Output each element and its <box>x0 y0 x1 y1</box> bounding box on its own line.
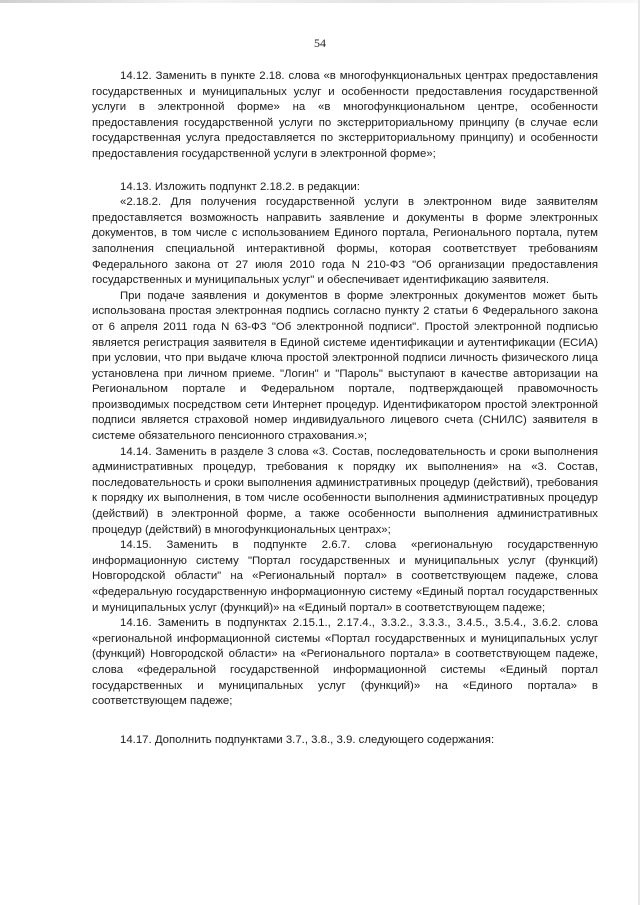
paragraph-2-18-2: «2.18.2. Для получения государственной услуги в электронном виде заявителям предоставляется возможность направить заявление и документы в форме электронных документов, в том числе с использованием Единого портала, Регионального портала, путем заполнения специальной интерактивной формы, которая соответствует требованиям Федерального закона от 27 июля 2010 года N 210-ФЗ "Об организации предоставления государственных и муниципальных услуг" и обеспечивает идентификацию заявителя. <box>92 196 598 287</box>
paragraph-electronic-signature: При подаче заявления и документов в форме электронных документов может быть использована простая электронная подпись согласно пункту 2 статьи 6 Федерального закона от 6 апреля 2011 года N 63-ФЗ "Об электронной подписи". Простой электронной подписью является регистрация заявителя в Единой системе идентификации и аутентификации (ЕСИА) при условии, что при выдаче ключа простой электронной подписи личность физического лица установлена при личном приеме. "Логин" и "Пароль" выступают в качестве авторизации на Региональном портале и Федеральном портале, подтверждающей правомочность производимых посредством сети Интернет процедур. Идентификатором простой электронной подписи является страховой номер индивидуального лицевого счета (СНИЛС) заявителя в системе обязательного пенсионного страхования.»; <box>92 289 598 443</box>
scan-edge-top <box>0 0 640 3</box>
paragraph-14-14: 14.14. Заменить в разделе 3 слова «3. Состав, последовательность и сроки выполнения административных процедур, требования к порядку их выполнения» на «3. Состав, последовательность и сроки выполнения административных процедур (действий), требования к порядку их выполнения, в том числе особенности выполнения административных процедур (действий) в электронной форме, а также особенности выполнения административных процедур (действий) в многофункциональных центрах»; <box>92 445 598 536</box>
page-number: 54 <box>314 36 326 50</box>
paragraph-14-17: 14.17. Дополнить подпунктами 3.7., 3.8., 3.9. следующего содержания: <box>120 733 495 746</box>
paragraph-14-15: 14.15. Заменить в подпункте 2.6.7. слова «региональную государственную информационную систему "Портал государственных и муниципальных услуг (функций) Новгородской области" на «Региональный портал» в соответствующем падеже, слова «федеральную государственную информационную систему «Единый портал государственных и муниципальных услуг (функций)» на «Единый портал» в соответствующем падеже; <box>92 539 598 614</box>
paragraph-14-16: 14.16. Заменить в подпунктах 2.15.1., 2.17.4., 3.3.2., 3.3.3., 3.4.5., 3.5.4., 3.6.2. слова «региональной информационной системы «Портал государственных и муниципальных услуг (функций) Новгородской области» на «Регионального портала» в соответствующем падеже, слова «федеральной государственной информационной системы «Единый портал государственных и муниципальных услуг (функций)» на «Единого портала» в соответствующем падеже; <box>92 617 598 708</box>
document-body <box>92 69 598 748</box>
paragraph-14-13: 14.13. Изложить подпункт 2.18.2. в редакции: <box>120 180 360 193</box>
paragraph-14-12: 14.12. Заменить в пункте 2.18. слова «в многофункциональных центрах предоставления государственных и муниципальных услуг и особенности предоставления государственной услуги в электронной форме» на «в многофункциональном центре, особенности предоставления государственной услуги по экстерриториальному принципу (в случае если государственная услуга предоставляется по экстерриториальному принципу) и особенности предоставления государственной услуги в электронной форме»; <box>92 70 598 160</box>
